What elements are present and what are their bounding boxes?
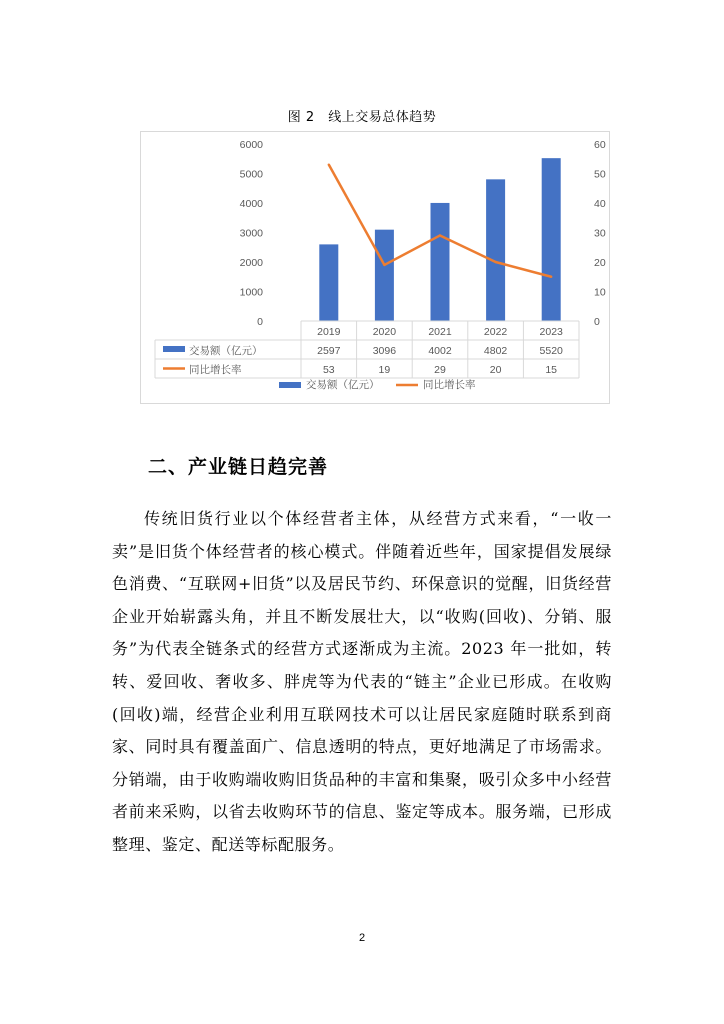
body-paragraph: 传统旧货行业以个体经营者主体，从经营方式来看，“一收一卖”是旧货个体经营者的核心模式。伴随着近些年，国家提倡发展绿色消费、“互联网+旧货”以及居民节约、环保意识的觉醒，旧货经营企业开始崭露头角，并且不断发展壮大，以“收购(回收)、分销、服务”为代表全链条式的经营方式逐渐成为主流。2023 年一批如，转转、爱回收、奢收多、胖虎等为代表的“链主”企业已形成。在收购(回收)端，经营企业利用互联网技术可以让居民家庭随时联系到商家、同时具有覆盖面广、信息透明的特点，更好地满足了市场需求。分销端，由于收购端收购旧货品种的丰富和集聚，吸引众多中小经营者前来采购，以省去收购环节的信息、鉴定等成本。服务端，已形成整理、鉴定、配送等标配服务。 xyxy=(112,509,612,854)
x-tick-label: 2022 xyxy=(483,326,508,338)
table-cell-value: 20 xyxy=(489,364,502,376)
table-cell-value: 2597 xyxy=(317,345,341,357)
bar xyxy=(486,179,505,321)
x-tick-label: 2021 xyxy=(428,326,452,338)
page-number: 2 xyxy=(358,932,366,944)
bar xyxy=(319,244,338,321)
table-cell-value: 15 xyxy=(545,364,558,376)
growth-rate-point xyxy=(383,264,385,266)
x-tick-label: 2020 xyxy=(372,326,397,338)
y-right-tick-label: 50 xyxy=(594,168,606,181)
growth-rate-point xyxy=(439,234,441,236)
bar xyxy=(375,230,394,321)
growth-rate-point xyxy=(550,276,552,278)
legend-entry: 同比增长率 xyxy=(423,379,476,391)
bar xyxy=(542,158,561,321)
chart-frame xyxy=(140,131,610,404)
y-left-tick-label: 3000 xyxy=(239,227,263,240)
growth-rate-point xyxy=(494,261,496,263)
y-right-tick-label: 60 xyxy=(594,139,606,151)
x-tick-label: 2023 xyxy=(539,326,563,338)
legend-entry: 交易额（亿元） xyxy=(306,379,380,391)
table-cell-value: 4802 xyxy=(483,345,508,357)
chart-svg xyxy=(141,132,609,403)
table-cell-value: 5520 xyxy=(539,345,563,357)
table-cell-value: 29 xyxy=(434,364,446,376)
table-cell-value: 53 xyxy=(322,364,335,376)
y-left-tick-label: 0 xyxy=(257,316,263,328)
figure-caption: 图 2 线上交易总体趋势 xyxy=(287,110,437,125)
table-key-bar xyxy=(163,346,185,352)
table-row-label: 同比增长率 xyxy=(189,364,242,376)
bar xyxy=(431,203,450,321)
y-left-tick-label: 5000 xyxy=(239,168,263,181)
table-row-label: 交易额（亿元） xyxy=(189,345,263,357)
growth-rate-point xyxy=(328,163,330,165)
section-heading: 二、产业链日趋完善 xyxy=(148,456,329,478)
x-tick-label: 2019 xyxy=(317,326,341,338)
table-cell-value: 3096 xyxy=(372,345,397,357)
y-right-tick-label: 0 xyxy=(594,316,600,328)
y-right-tick-label: 40 xyxy=(594,198,606,210)
table-cell-value: 4002 xyxy=(428,345,452,357)
y-left-tick-label: 2000 xyxy=(239,257,263,269)
y-right-tick-label: 30 xyxy=(594,227,606,240)
y-left-tick-label: 4000 xyxy=(239,198,263,210)
table-cell-value: 19 xyxy=(378,364,391,376)
y-left-tick-label: 6000 xyxy=(239,139,263,151)
y-left-tick-label: 1000 xyxy=(239,286,263,299)
y-right-tick-label: 10 xyxy=(594,286,606,299)
legend-key-bar xyxy=(279,382,301,388)
y-right-tick-label: 20 xyxy=(594,257,606,269)
